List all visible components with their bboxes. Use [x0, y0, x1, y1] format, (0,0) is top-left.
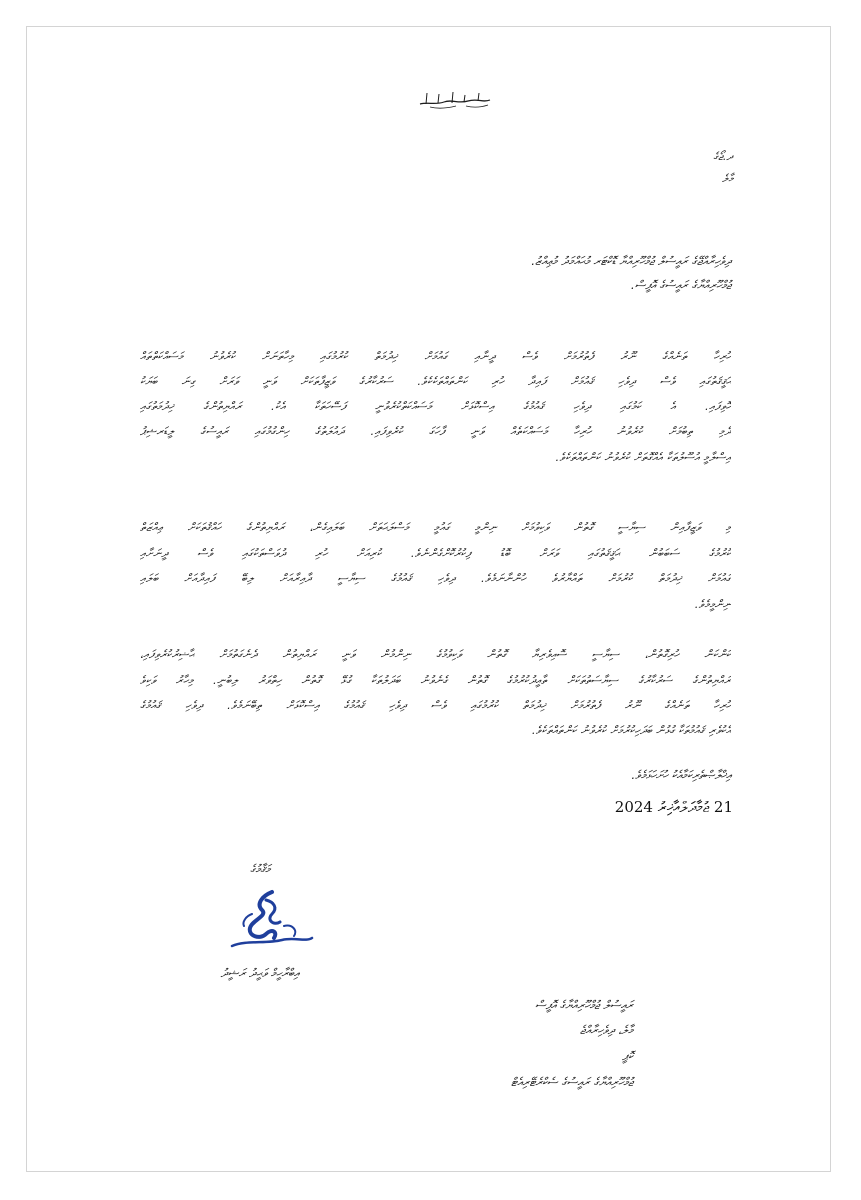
addressee-line-1: ދިވެހިރާއްޖޭގެ ރައީސުލް ޖުމްހޫރިއްޔާ ޑޮކްޓަރ މުޙައްމަދު މުޢިއްޒު. [531, 254, 731, 268]
copy-label: ކޮޕީ [622, 1049, 633, 1063]
paragraph-3-line: ހުރިހާ ތަނެއްގެ ނޫރު ފެތުރުމަށް ޚިދުމަތް ކުރުމުގައި ވެސް ދިވެހި ޤައުމުގެ އިސްކޮޅަށް ތިބޭނަމެވެ. ދިވެހި ޤައުމުގެ [140, 698, 731, 712]
addressee-line-2: ޖުމްހޫރިއްޔާގެ ރައީސުގެ އޮފީސް. [630, 278, 731, 292]
paragraph-3-line: ކަންކަން ހުރިގޮތުން، ސިޔާސީ ސޮއިވެރިޔާ ގޮތުން ވަކިވުމުގެ ނިންމުން ވަނީ ރައްޔިތުން ދެނެގަތުމަށް ޙާޟިރުކުރެވިފައި، [140, 647, 731, 661]
paragraph-1-line: ހޮވިފައި. އެ ކަމުގައި ދިވެހި ޤައުމުގެ އިސްކޮޅަށް މަސައްކަތްކުރެވުނީ ފަސޭހަތަކާ އެކު. ރައްޔިތުންގެ ޚިދުމަތުގައި [140, 399, 731, 413]
paragraph-2-line: ގައުމަށް ޚިދުމަތް ކުރުމަށް ތައްޔާރުވެ ހުންނާނަމެވެ. ދިވެހި ޤައުމުގެ ސިޔާސީ ދާއިރާއަށް ލިބޭ ފައިދާއަށް ބަލައި [140, 571, 731, 585]
signatory-title: މަޤާމުގެ [250, 862, 270, 876]
paragraph-2-line: ނިންމީމެވެ. [694, 597, 731, 611]
recipient-line-2: މާލެ، ދިވެހިރާއްޖެ [579, 1023, 633, 1037]
bismillah-calligraphy [418, 88, 492, 110]
signatory-name: އިބްރާހީމް ވަޙީދު ރަޝީދު [220, 966, 300, 980]
paragraph-1-line: ހުރިހާ ތަނެއްގެ ނޫރު ފެތުރުމަށް ވެސް ދީނާއި ގައުމަށް ޚިދުމަތް ކުރުމުގައި މިހާތަނަށް ކުރެވުނު މަސައްކަތްތައް [140, 349, 731, 363]
letter-date: 21 ޖުމާދަލްއާޚިރު 2024 [614, 798, 733, 816]
paragraph-1-line: ދެމި ތިބުމަށް ކުރެވުނު ހުރިހާ މަސައްކަތެއް ވަނީ ފާހަގަ ކުރެވިފައި. ދައުލަތުގެ ހިންގުމުގައި ރައީސުގެ ލީޑަރޝިޕު [140, 424, 731, 438]
paragraph-1-line: ޙަޤީޤަތުގައި ވެސް ދިވެހި ޤައުމަށް ފައިދާ ހުރި ކަންތައްތަކެކެވެ. ސަރުކާރުގެ ވަޒީފާތަކަށް ވަނީ ވަރަށް ގިނަ ބަޔަކު [140, 374, 731, 388]
closing-line: އިޚްލާޞްތެރިކަމާއެކު ހުށަހަޅަމެވެ. [631, 768, 731, 782]
handwritten-signature [222, 886, 318, 960]
place-line: މާލެ [722, 172, 733, 185]
paragraph-1-line: އިސްލާމީ އުސޫލުތަކާ އެއްގޮތަށް ކުރެވުނު ކަންތައްތަކެވެ. [555, 450, 731, 464]
paragraph-3-line: އެކުވެރި ޤައުމުތަކާ ގުޅުން ބަދަހިކުރުމަށް ކުރެވުނު ކަންތައްތަކެވެ. [531, 723, 731, 737]
reference-number: ދ.ޖޯގެ [713, 150, 733, 163]
paragraph-3-line: ރައްޔިތުންގެ ސަރުކާރުގެ ސިޔާސަތުތަކަށް ތާއީދުކުރުމުގެ ގޮތުން ގެނެވުނު ބަދަލުތަކާ ގުޅޭ ގޮތުން ހިތްވަރު ލިބުނީ. މިހާރު ވަކިވެ [140, 673, 731, 687]
paragraph-2-line: ކުރުމުގެ ސަބަބުން ޙަޤީޤަތުގައި ވަރަށް ބޮޑު ފިކުރުކޮށްގެންނެވެ. ކުރިއަށް ހުރި ދުވަސްތަކުގައި ވެސް ދީނަށާއި [140, 546, 731, 560]
paragraph-2-line: މި ވަޒީފާއިން ސިޔާސީ ގޮތުން ވަކިވުމަށް ނިންމީ ގައުމީ މަސްލަޙަތަށް ބަލައިގެން، ރައްޔިތުންގެ ހައްޤުތަކަށް ޢިއްޒަތް [140, 520, 731, 534]
recipient-line-1: ރައީސުލް ޖުމްހޫރިއްޔާގެ އޮފީސް [535, 998, 633, 1012]
recipient-line-4: ޖުމްހޫރިއްޔާގެ ރައީސުގެ ސެކްރެޓޭރިއެޓް [510, 1075, 633, 1089]
